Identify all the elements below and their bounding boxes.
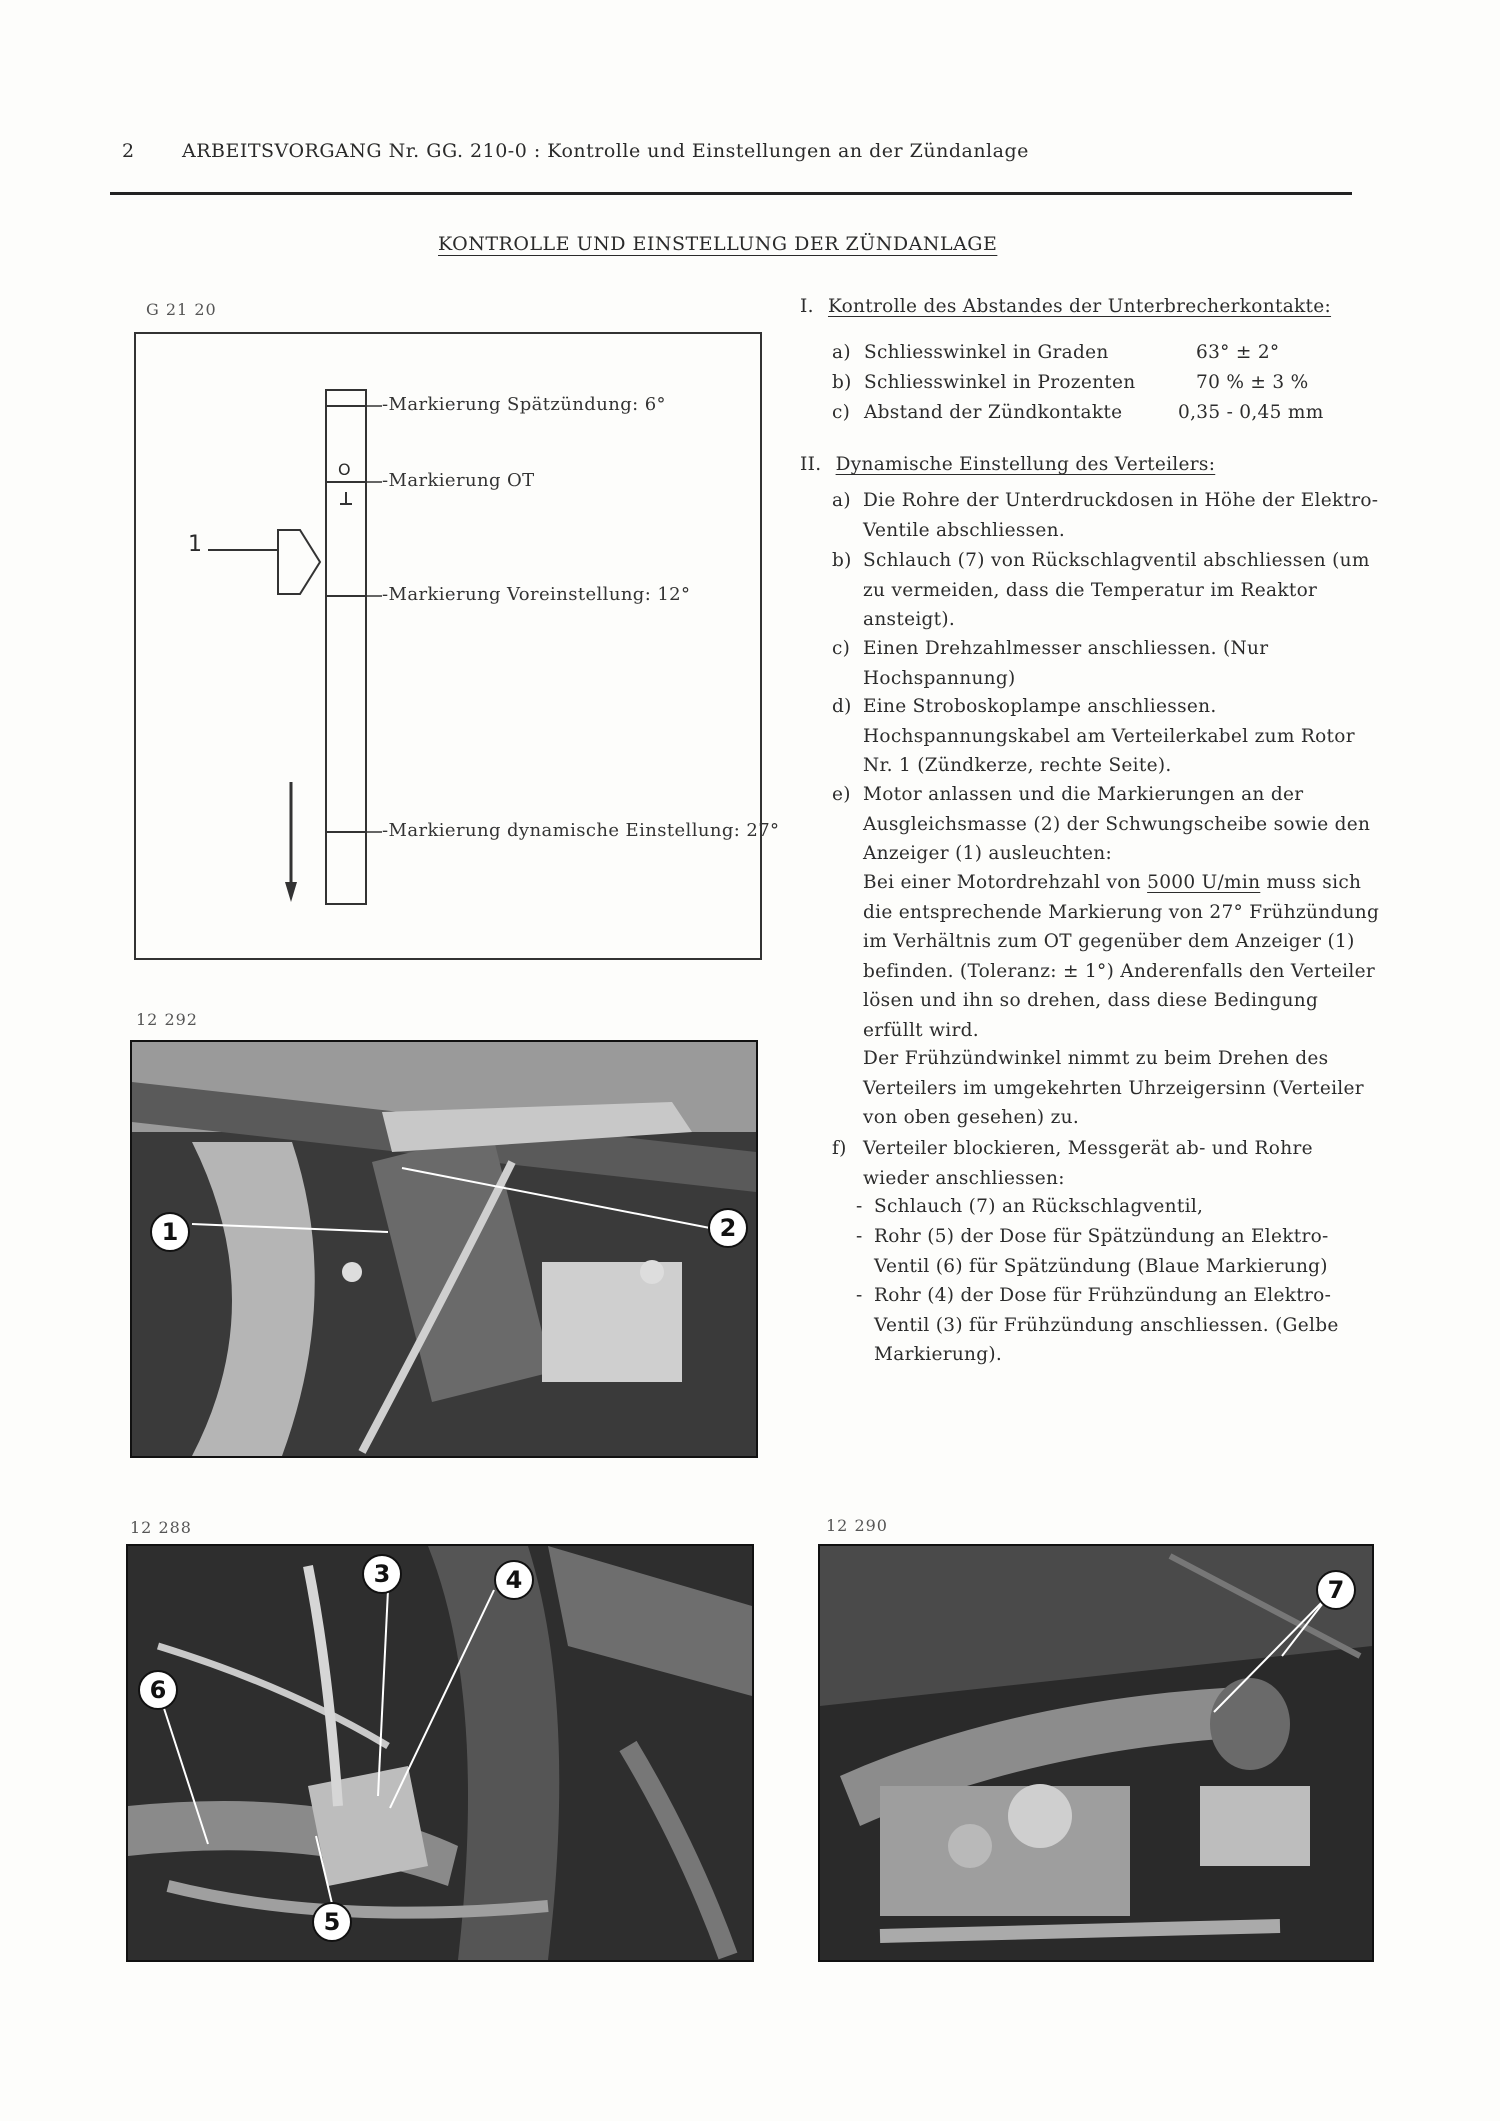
page-number: 2 (122, 140, 135, 162)
photo-placeholder (128, 1546, 752, 1960)
callout-5: 5 (312, 1902, 352, 1942)
step-e-para2: Der Frühzündwinkel nimmt zu beim Drehen des Verteilers im umgekehrten Uhrzeigersinn (Verteiler von oben gesehen) zu. (863, 1048, 1364, 1128)
engine-photo-vacuum-valves (126, 1544, 754, 1962)
engine-photo-distributor (130, 1040, 758, 1458)
spec-value-a: 63° ± 2° (1196, 342, 1280, 363)
step-d-text: Eine Stroboskoplampe anschliessen. Hochspannungskabel am Verteilerkabel zum Rotor Nr. 1 (Zündkerze, rechte Seite). (863, 696, 1355, 776)
section-1-roman: I. (800, 296, 814, 317)
step-b-text: Schlauch (7) von Rückschlagventil abschliessen (um zu vermeiden, dass die Temperatur im Reaktor ansteigt). (863, 550, 1370, 630)
section-2-heading (800, 450, 1215, 480)
step-c-text: Einen Drehzahlmesser anschliessen. (Nur Hochspannung) (863, 638, 1269, 689)
section-1-heading (800, 292, 1331, 322)
section-2-items: a) Die Rohre der Unterdruckdosen in Höhe der Elektro-Ventile abschliessen. b) Schlauch (7) von Rückschlagventil abschliessen (um zu vermeiden, dass die Temperatur im Reaktor ansteigt). c) Einen Drehzahlmesser anschliessen. (Nur Hochspannung) d) Eine Stroboskoplampe anschliessen. Hochspannungskabel am Verteilerkabel zum Rotor Nr. 1 (Zündkerze, rechte Seite). e) Motor anlassen und die Markierungen an der Ausgleichsmasse (2) der Schwungscheibe sowie den Anzeiger (1) ausleuchten: Bei einer Motordrehzahl von 5000 U/min muss sich die entsprechende Markierung von 27° Frühzündung im Verhältnis zum OT gegenüber dem Anzeiger (1) befinden. (Toleranz: ± 1°) Anderenfalls den Verteiler lösen und ihn so drehen, dass diese Bedingung erfüllt wird. Der Frühzündwinkel nimmt zu beim Drehen des Verteilers im umgekehrten Uhrzeigersinn (Verteiler von oben gesehen) zu. f) Verteiler blockieren, Messgerät ab- und Rohre wieder anschliessen: - Schlauch (7) an Rückschlagventil, - Rohr (5) der Dose für Spätzündung an Elektro-Ventil (6) für Spätzündung (Blaue Markierung) - Rohr (4) der Dose für Frühzündung an Elektro-Ventil (3) für Frühzündung anschliessen. (Gelbe Markierung). (800, 486, 1360, 1386)
label-late-ignition: -Markierung Spätzündung: 6° (382, 394, 666, 415)
header-rule (110, 192, 1352, 195)
page-title: KONTROLLE UND EINSTELLUNG DER ZÜNDANLAGE (438, 233, 998, 255)
step-e-text: Motor anlassen und die Markierungen an der Ausgleichsmasse (2) der Schwungscheibe sowie den Anzeiger (1) ausleuchten: (863, 784, 1371, 864)
step-f-text: Verteiler blockieren, Messgerät ab- und Rohre wieder anschliessen: (863, 1138, 1313, 1189)
step-f-bullet-2-text: Rohr (5) der Dose für Spätzündung an Elektro-Ventil (6) für Spätzündung (Blaue Markierung) (874, 1226, 1329, 1277)
diagram-caption: G 21 20 (146, 300, 217, 319)
spec-name-a: Schliesswinkel in Graden (864, 342, 1109, 363)
callout-4: 4 (494, 1560, 534, 1600)
section-1 (800, 292, 1331, 322)
step-a-text: Die Rohre der Unterdruckdosen in Höhe der Elektro-Ventile abschliessen. (863, 490, 1379, 541)
photo-placeholder (820, 1546, 1372, 1960)
step-c-label: c) (832, 638, 851, 659)
step-f-bullet-3-text: Rohr (4) der Dose für Frühzündung an Elektro-Ventil (3) für Frühzündung anschliessen. (Gelbe Markierung). (874, 1285, 1339, 1365)
step-e-para1-post: muss sich die entsprechende Markierung von 27° Frühzündung im Verhältnis zum OT gegenüber dem Anzeiger (1) befinden. (Toleranz: ± 1°) Anderenfalls den Verteiler lösen und ihn so drehen, dass diese Bedingung erfüllt wird. (863, 872, 1380, 1041)
photo-placeholder (132, 1042, 756, 1456)
callout-6: 6 (138, 1670, 178, 1710)
engine-photo-check-valve (818, 1544, 1374, 1962)
timing-scale-drawing (136, 334, 760, 958)
spec-label-a: a) (832, 342, 851, 363)
callout-1: 1 (150, 1212, 190, 1252)
diagram-marker-1: 1 (188, 532, 202, 557)
section-2-title: Dynamische Einstellung des Verteilers: (835, 454, 1216, 475)
spec-value-b: 70 % ± 3 % (1196, 372, 1309, 393)
label-tdc: -Markierung OT (382, 470, 535, 491)
photo-caption-12290: 12 290 (826, 1516, 888, 1535)
spec-name-b: Schliesswinkel in Prozenten (864, 372, 1136, 393)
callout-3: 3 (362, 1554, 402, 1594)
section-2 (800, 450, 1215, 480)
step-a-label: a) (832, 490, 851, 511)
spec-list (800, 338, 1360, 430)
spec-name-c: Abstand der Zündkontakte (864, 402, 1123, 423)
photo-caption-12288: 12 288 (130, 1518, 192, 1537)
header-text: ARBEITSVORGANG Nr. GG. 210-0 : Kontrolle und Einstellungen an der Zündanlage (182, 140, 1029, 162)
label-preset: -Markierung Voreinstellung: 12° (382, 584, 691, 605)
step-e-para1-pre: Bei einer Motordrehzahl von (863, 872, 1141, 893)
step-e-rpm: 5000 U/min (1147, 872, 1261, 893)
photo-caption-12292: 12 292 (136, 1010, 198, 1029)
callout-2: 2 (708, 1208, 748, 1248)
label-dynamic: -Markierung dynamische Einstellung: 27° (382, 820, 780, 841)
step-d-label: d) (832, 696, 852, 717)
spec-label-b: b) (832, 372, 852, 393)
step-f-bullet-1-text: Schlauch (7) an Rückschlagventil, (874, 1196, 1204, 1217)
tdc-symbol: O (338, 460, 351, 479)
section-2-roman: II. (800, 454, 822, 475)
spec-label-c: c) (832, 402, 851, 423)
timing-marks-diagram (134, 332, 780, 960)
step-b-label: b) (832, 550, 852, 571)
step-f-label: f) (832, 1138, 847, 1159)
callout-7: 7 (1316, 1570, 1356, 1610)
step-e-label: e) (832, 784, 851, 805)
section-1-title: Kontrolle des Abstandes der Unterbrecherkontakte: (827, 296, 1332, 317)
spec-value-c: 0,35 - 0,45 mm (1178, 402, 1324, 423)
step-e-para1 (863, 868, 1383, 1045)
